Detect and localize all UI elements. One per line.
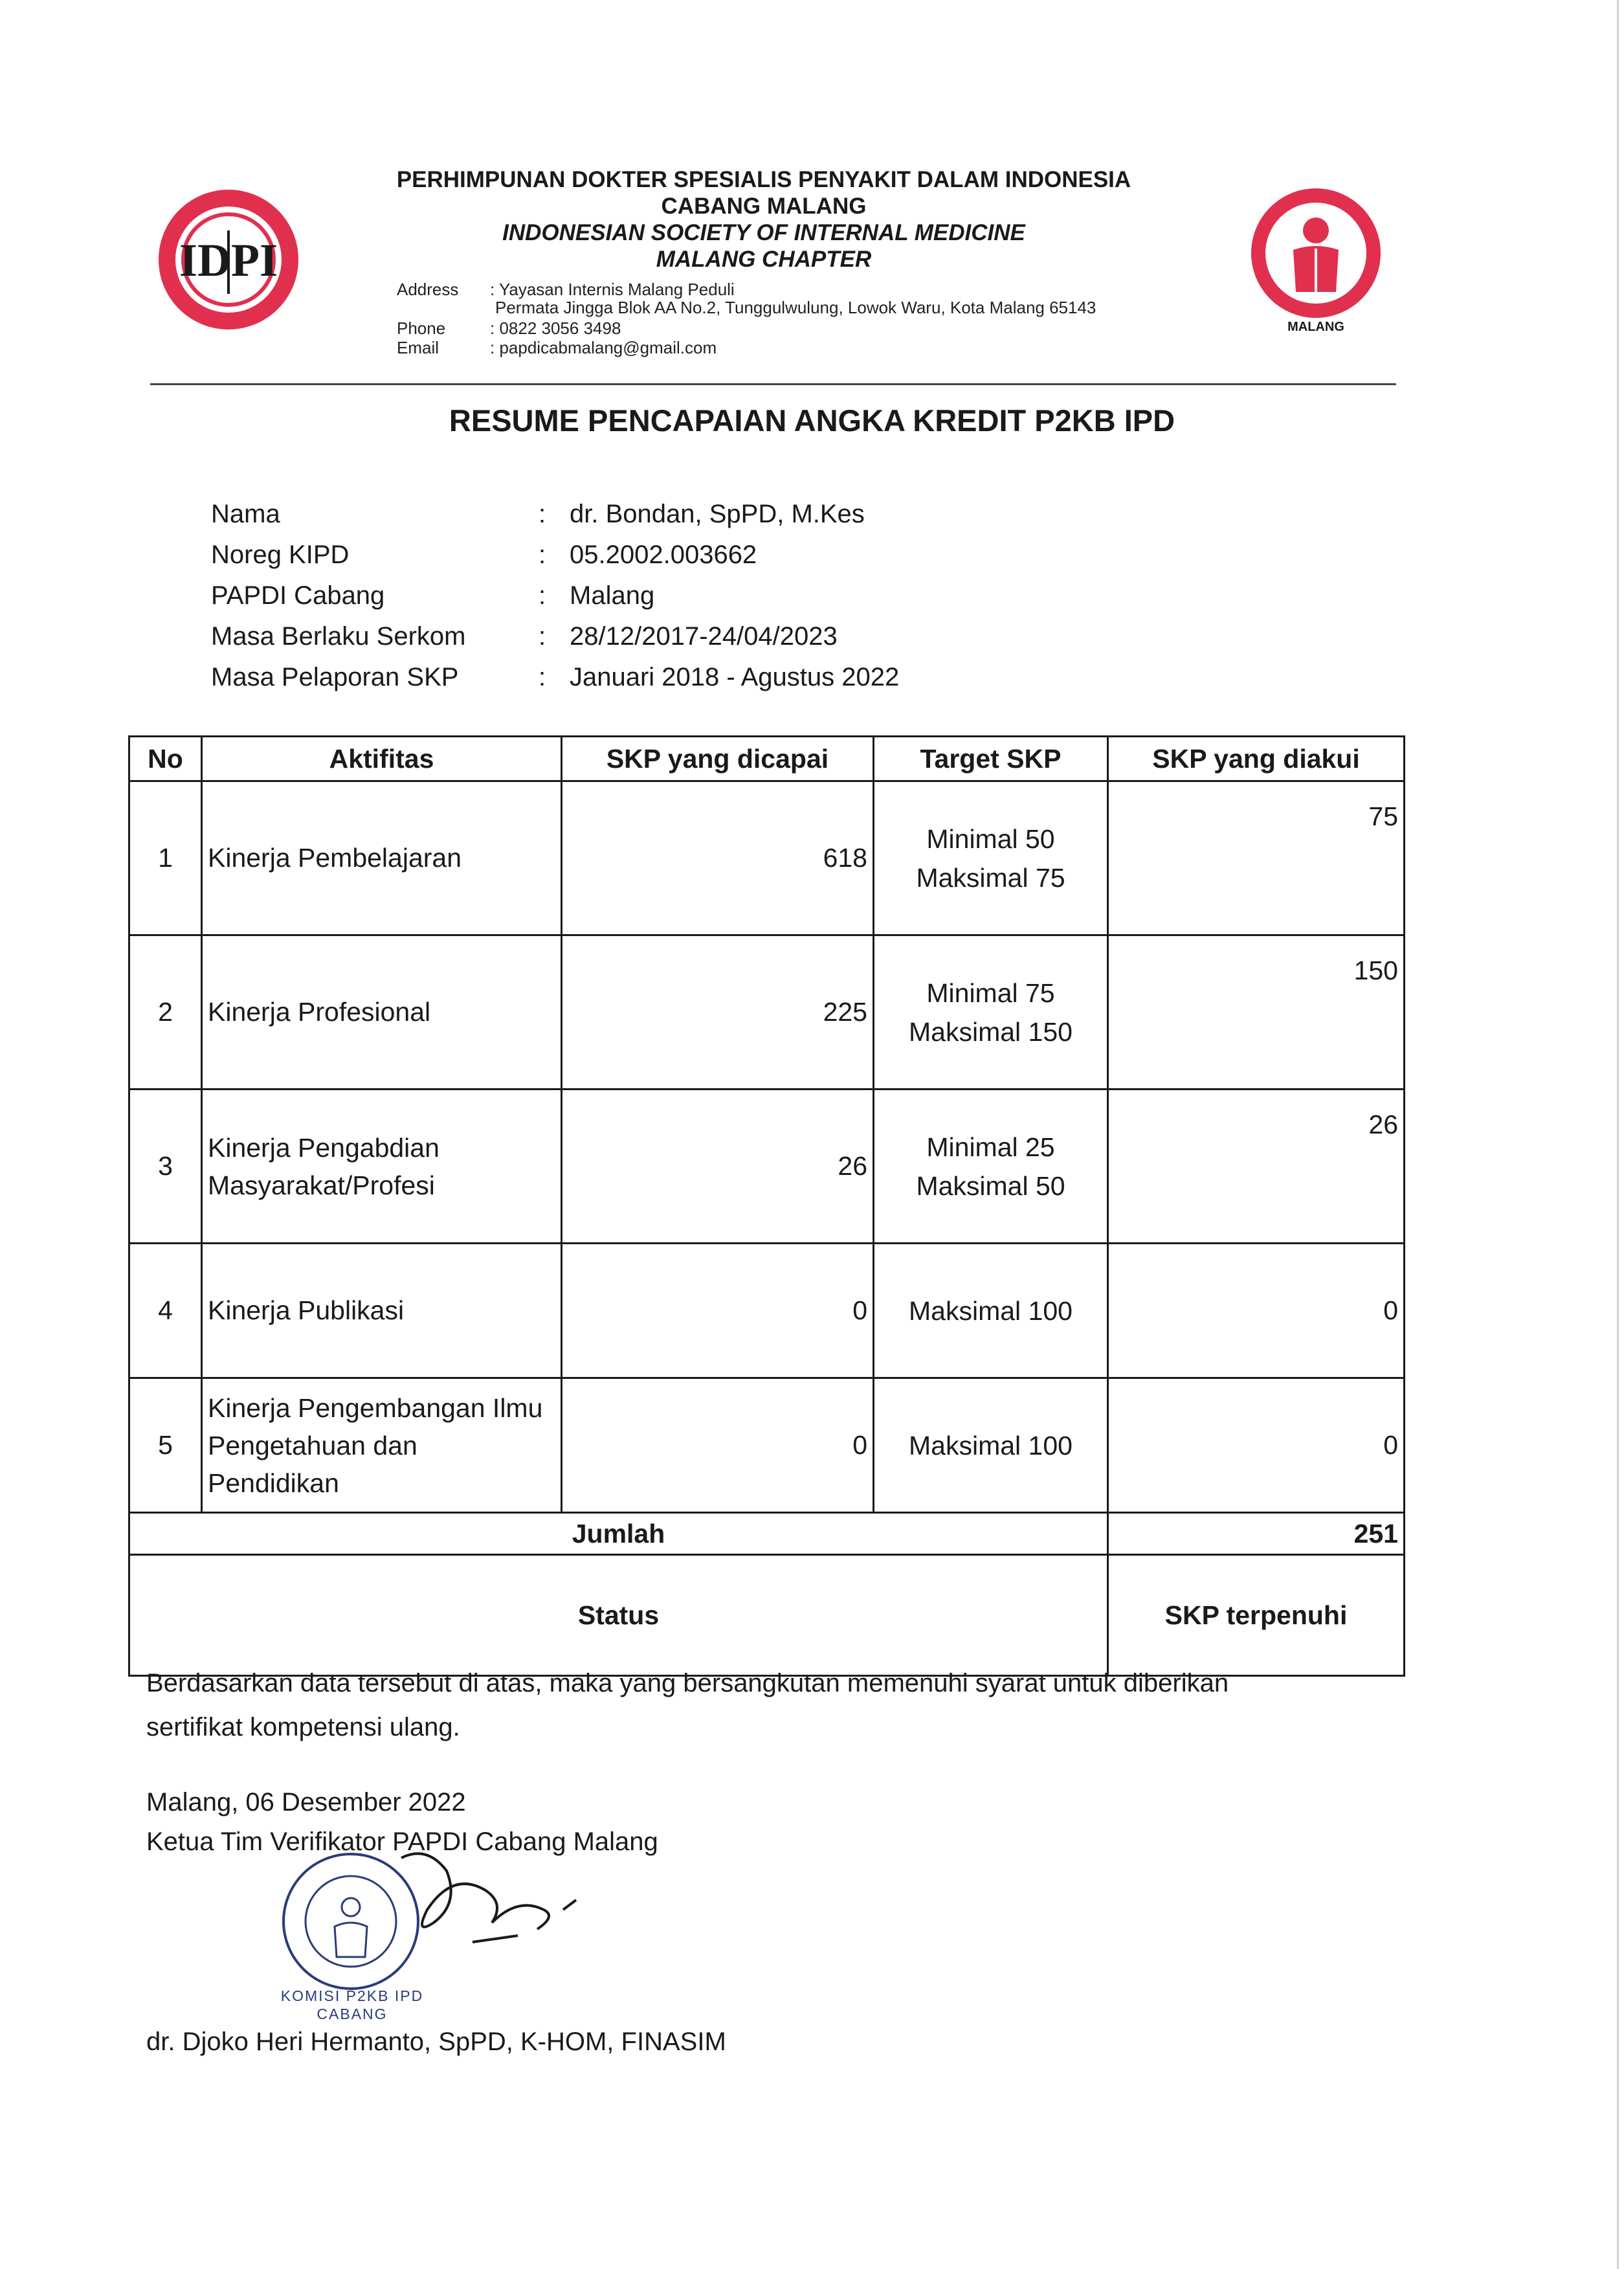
row-aktifitas xyxy=(202,1378,562,1513)
row-aktifitas xyxy=(202,935,562,1090)
table-status-row xyxy=(129,1555,1405,1676)
info-colon: : xyxy=(539,500,546,528)
row-diakui: 0 xyxy=(1108,1244,1405,1378)
header-skp-diakui: SKP yang diakui xyxy=(1108,737,1405,781)
letterhead-divider xyxy=(150,383,1396,385)
address-line xyxy=(397,280,735,300)
row-diakui: 75 xyxy=(1108,781,1405,935)
info-value-serkom: 28/12/2017-24/04/2023 xyxy=(570,622,838,651)
status-label: Status xyxy=(129,1555,1108,1676)
header-target-skp: Target SKP xyxy=(874,737,1108,781)
phone-line xyxy=(397,319,621,339)
target-line: Maksimal 150 xyxy=(909,1016,1073,1047)
target-line: Maksimal 75 xyxy=(916,862,1065,893)
table-header-row xyxy=(129,737,1405,781)
row-no: 4 xyxy=(129,1244,202,1378)
email-label: Email xyxy=(397,338,439,357)
target-line: Maksimal 50 xyxy=(916,1170,1065,1201)
stamp-caption-2: CABANG xyxy=(317,2006,388,2022)
statement-line-2: sertifikat kompetensi ulang. xyxy=(146,1713,460,1741)
header-aktifitas: Aktifitas xyxy=(202,737,562,781)
row-aktifitas xyxy=(202,1244,562,1378)
aktifitas-line: Kinerja Pembelajaran xyxy=(208,843,462,873)
address-label: Address xyxy=(397,280,459,299)
row-dicapai: 618 xyxy=(562,781,874,935)
row-dicapai: 0 xyxy=(562,1244,874,1378)
aktifitas-line: Kinerja Pengabdian xyxy=(208,1132,439,1163)
target-line: Minimal 75 xyxy=(926,978,1055,1008)
aktifitas-line: Kinerja Profesional xyxy=(208,997,431,1027)
svg-text:IDPI: IDPI xyxy=(179,234,278,286)
info-colon: : xyxy=(539,622,546,651)
info-value-cabang: Malang xyxy=(570,581,655,610)
sum-label: Jumlah xyxy=(129,1513,1108,1555)
row-target xyxy=(874,781,1108,935)
email-value: : papdicabmalang@gmail.com xyxy=(490,338,717,357)
table-sum-row xyxy=(129,1513,1405,1555)
scan-edge xyxy=(1617,0,1619,2269)
target-line: Minimal 25 xyxy=(926,1132,1055,1162)
row-target xyxy=(874,1244,1108,1378)
phone-value: : 0822 3056 3498 xyxy=(490,319,621,338)
table-row xyxy=(129,1090,1405,1244)
aktifitas-line: Kinerja Publikasi xyxy=(208,1295,405,1325)
row-diakui: 0 xyxy=(1108,1378,1405,1513)
row-no: 2 xyxy=(129,935,202,1090)
row-diakui: 26 xyxy=(1108,1090,1405,1244)
aktifitas-line: Masyarakat/Profesi xyxy=(208,1170,435,1200)
aktifitas-line: Kinerja Pengembangan Ilmu xyxy=(208,1392,543,1423)
signer-name: dr. Djoko Heri Hermanto, SpPD, K-HOM, FINASIM xyxy=(146,2028,726,2056)
info-value-nama: dr. Bondan, SpPD, M.Kes xyxy=(570,500,865,528)
row-dicapai: 0 xyxy=(562,1378,874,1513)
email-line xyxy=(397,338,717,358)
org-branch: CABANG MALANG xyxy=(661,194,867,219)
row-target xyxy=(874,935,1108,1090)
table-row xyxy=(129,1244,1405,1378)
status-value: SKP terpenuhi xyxy=(1108,1555,1405,1676)
table-row xyxy=(129,1378,1405,1513)
row-target xyxy=(874,1378,1108,1513)
row-no: 5 xyxy=(129,1378,202,1513)
info-label-cabang: PAPDI Cabang xyxy=(211,581,385,610)
row-target xyxy=(874,1090,1108,1244)
table-row xyxy=(129,781,1405,935)
papdi-logo-right xyxy=(1241,185,1390,334)
sum-value: 251 xyxy=(1108,1513,1405,1555)
row-diakui: 150 xyxy=(1108,935,1405,1090)
row-aktifitas xyxy=(202,1090,562,1244)
info-value-pelaporan: Januari 2018 - Agustus 2022 xyxy=(570,663,900,691)
row-aktifitas xyxy=(202,781,562,935)
row-dicapai: 225 xyxy=(562,935,874,1090)
target-line: Minimal 50 xyxy=(926,823,1055,854)
info-colon: : xyxy=(539,541,546,569)
row-no: 1 xyxy=(129,781,202,935)
row-no: 3 xyxy=(129,1090,202,1244)
info-label-pelaporan: Masa Pelaporan SKP xyxy=(211,663,459,691)
aktifitas-line: Pengetahuan dan Pendidikan xyxy=(208,1430,417,1498)
svg-text:MALANG: MALANG xyxy=(1287,320,1344,334)
target-line: Maksimal 100 xyxy=(909,1295,1073,1326)
address-line-2: Permata Jingga Blok AA No.2, Tunggulwulung, Lowok Waru, Kota Malang 65143 xyxy=(495,298,1096,317)
org-name-en: INDONESIAN SOCIETY OF INTERNAL MEDICINE xyxy=(502,220,1025,245)
papdi-logo-left xyxy=(154,185,303,334)
signer-role: Ketua Tim Verifikator PAPDI Cabang Malang xyxy=(146,1827,658,1856)
info-label-noreg: Noreg KIPD xyxy=(211,541,350,569)
phone-label: Phone xyxy=(397,319,446,338)
place-date: Malang, 06 Desember 2022 xyxy=(146,1788,466,1816)
info-label-serkom: Masa Berlaku Serkom xyxy=(211,622,466,651)
header-no: No xyxy=(129,737,202,781)
info-colon: : xyxy=(539,581,546,610)
row-dicapai: 26 xyxy=(562,1090,874,1244)
table-row xyxy=(129,935,1405,1090)
org-branch-en: MALANG CHAPTER xyxy=(656,247,872,272)
handwritten-signature xyxy=(388,1832,602,1962)
info-colon: : xyxy=(539,663,546,691)
document-title: RESUME PENCAPAIAN ANGKA KREDIT P2KB IPD xyxy=(449,403,1175,438)
statement-line-1: Berdasarkan data tersebut di atas, maka yang bersangkutan memenuhi syarat untuk diberikan xyxy=(146,1669,1229,1697)
info-label-nama: Nama xyxy=(211,500,280,528)
org-name: PERHIMPUNAN DOKTER SPESIALIS PENYAKIT DALAM INDONESIA xyxy=(396,167,1131,192)
skp-table xyxy=(128,735,1405,1677)
info-value-noreg: 05.2002.003662 xyxy=(570,541,757,569)
header-skp-dicapai: SKP yang dicapai xyxy=(562,737,874,781)
stamp-caption-1: KOMISI P2KB IPD xyxy=(280,1987,424,2004)
target-line: Maksimal 100 xyxy=(909,1430,1073,1460)
address-value: : Yayasan Internis Malang Peduli xyxy=(490,280,735,299)
